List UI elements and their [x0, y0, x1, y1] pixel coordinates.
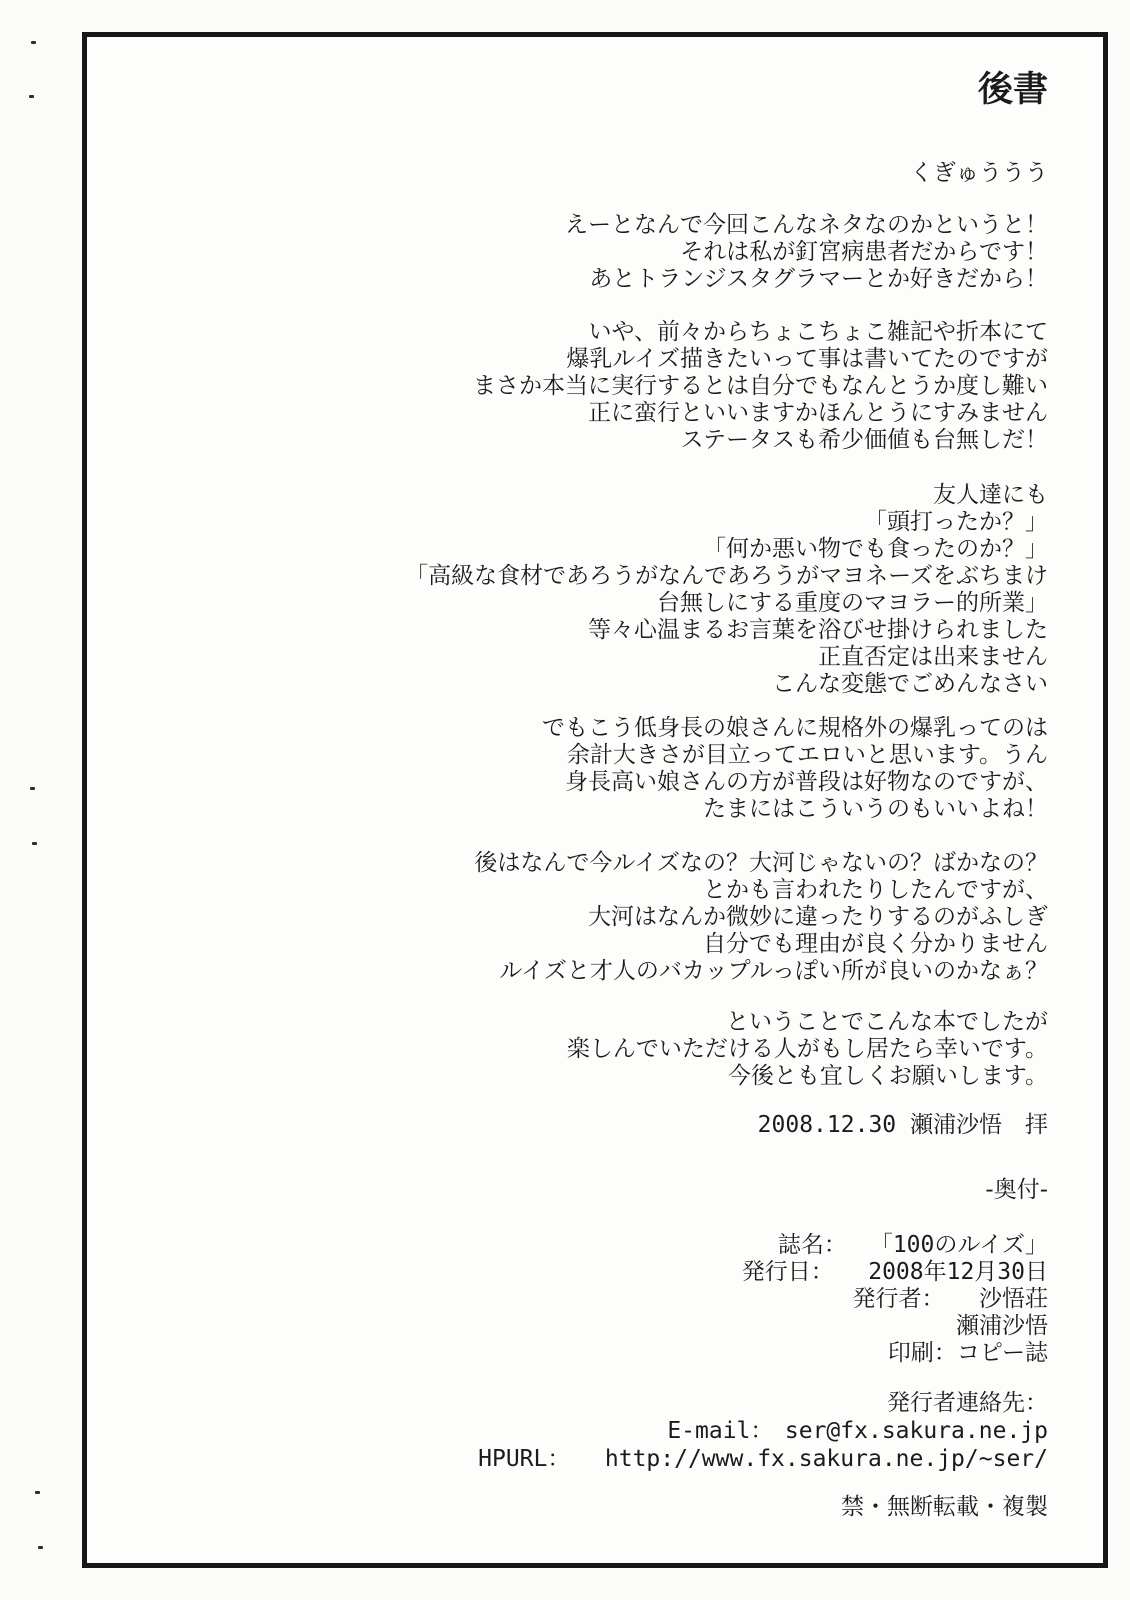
afterword-line: いや、前々からちょこちょこ雑記や折本にて — [588, 319, 1048, 345]
afterword-line: 自分でも理由が良く分かりません — [703, 931, 1048, 957]
colophon-row: 印刷：コピー誌 — [887, 1340, 1048, 1366]
signoff-block — [102, 1112, 1048, 1139]
afterword-line: 大河はなんか微妙に違ったりするのがふしぎ — [588, 904, 1048, 930]
afterword-line: ということでこんな本でしたが — [726, 1009, 1048, 1035]
afterword-paragraph — [102, 319, 1048, 454]
scan-speck — [32, 842, 37, 845]
colophon-header: -奥付- — [985, 1177, 1048, 1203]
page-title-block — [102, 70, 1048, 110]
afterword-line: 爆乳ルイズ描きたいって事は書いてたのですが — [566, 346, 1048, 372]
scan-speck — [35, 1491, 40, 1494]
email-line: E-mail： ser@fx.sakura.ne.jp — [667, 1418, 1048, 1444]
afterword-line: 台無しにする重度のマヨラー的所業」 — [657, 590, 1048, 616]
afterword-line: でもこう低身長の娘さんに規格外の爆乳ってのは — [542, 715, 1048, 741]
colophon-row: 誌名： 「100のルイズ」 — [777, 1232, 1048, 1258]
colophon-rows — [102, 1232, 1048, 1367]
afterword-line: 「何か悪い物でも食ったのか？」 — [703, 536, 1048, 562]
afterword-line: あとトランジスタグラマーとか好きだから！ — [589, 266, 1048, 292]
afterword-line: ステータスも希少価値も台無しだ！ — [680, 427, 1048, 453]
scan-speck — [30, 787, 35, 790]
afterword-line: それは私が釘宮病患者だからです！ — [680, 239, 1048, 265]
afterword-line: 身長高い娘さんの方が普段は好物なのですが、 — [565, 769, 1048, 795]
colophon-header-block — [102, 1177, 1048, 1204]
colophon-row: 発行者： 沙悟荘 — [852, 1286, 1048, 1312]
scan-speck — [31, 41, 36, 44]
afterword-line: 友人達にも — [933, 482, 1048, 508]
afterword-line: まさか本当に実行するとは自分でもなんとうか度し難い — [473, 373, 1048, 399]
afterword-line: 余計大きさが目立ってエロいと思います。うん — [566, 742, 1048, 768]
copyright-notice-block — [102, 1494, 1048, 1521]
afterword-line: たまにはこういうのもいいよね！ — [703, 796, 1048, 822]
colophon-row: 瀬浦沙悟 — [956, 1313, 1048, 1339]
contact-header: 発行者連絡先： — [887, 1390, 1048, 1416]
colophon-row: 発行日： 2008年12月30日 — [741, 1259, 1048, 1285]
contact-block — [102, 1389, 1048, 1473]
page-border-frame — [82, 32, 1108, 1568]
afterword-paragraph — [102, 1009, 1048, 1090]
afterword-line: 後はなんで今ルイズなの？大河じゃないの？ばかなの？ — [474, 850, 1048, 876]
signoff-line: 2008.12.30 瀬浦沙悟 拝 — [757, 1112, 1048, 1138]
afterword-paragraph — [102, 715, 1048, 823]
copyright-notice: 禁・無断転載・複製 — [841, 1494, 1048, 1520]
greeting-line: くぎゅううう — [910, 160, 1048, 186]
afterword-line: こんな変態でごめんなさい — [772, 671, 1048, 697]
afterword-line: 正直否定は出来ません — [818, 644, 1048, 670]
afterword-line: 今後とも宜しくお願いします。 — [727, 1063, 1048, 1089]
afterword-line: 等々心温まるお言葉を浴びせ掛けられました — [588, 617, 1048, 643]
afterword-line: 「高級な食材であろうがなんであろうがマヨネーズをぶちまけ — [405, 563, 1048, 589]
hpurl-line: HPURL： http://www.fx.sakura.ne.jp/~ser/ — [478, 1446, 1048, 1472]
scan-speck — [29, 95, 34, 98]
afterword-line: ルイズと才人のバカップルっぽい所が良いのかなぁ？ — [499, 958, 1048, 984]
afterword-paragraph — [102, 212, 1048, 293]
scan-speck — [38, 1546, 43, 1549]
afterword-line: 「頭打ったか？」 — [864, 509, 1048, 535]
greeting-block — [102, 160, 1048, 187]
afterword-line: 正に蛮行といいますかほんとうにすみません — [588, 400, 1048, 426]
afterword-line: とかも言われたりしたんですが、 — [703, 877, 1048, 903]
page-title: 後書 — [977, 70, 1048, 110]
afterword-paragraph — [102, 850, 1048, 985]
afterword-line: えーとなんで今回こんなネタなのかというと！ — [565, 212, 1048, 238]
afterword-paragraph — [102, 482, 1048, 698]
afterword-line: 楽しんでいただける人がもし居たら幸いです。 — [566, 1036, 1048, 1062]
